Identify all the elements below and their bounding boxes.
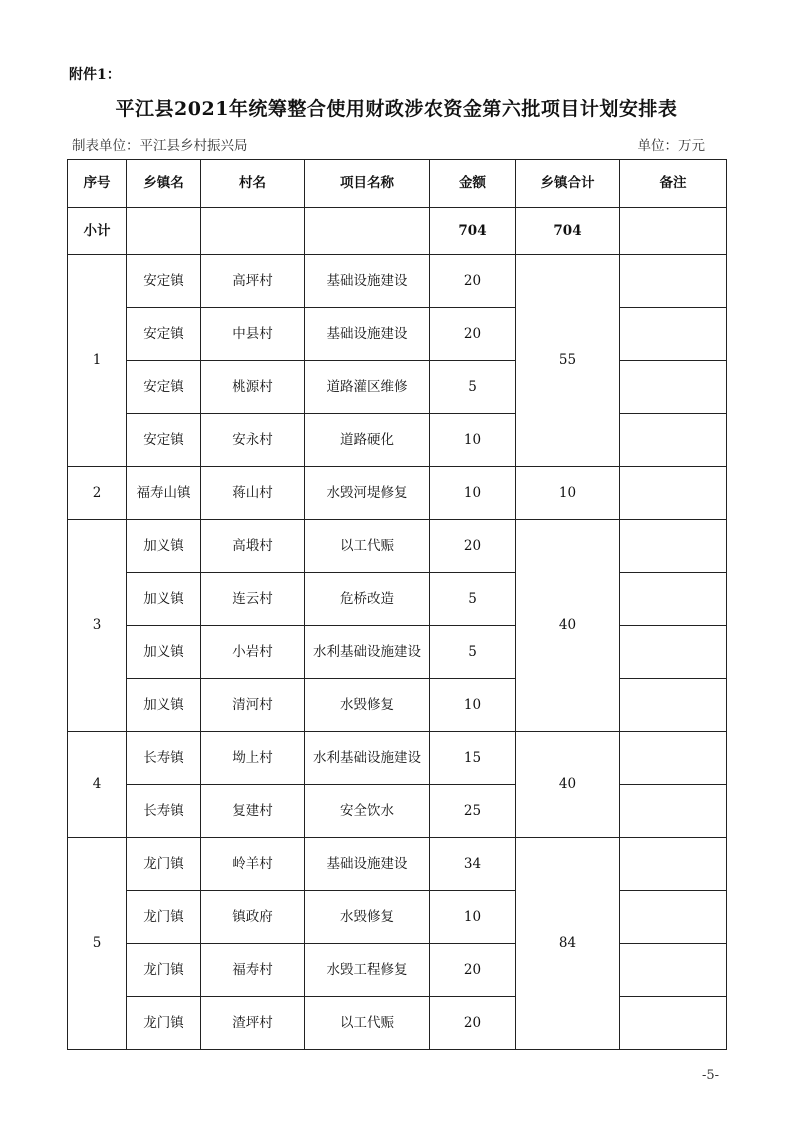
village-name: 连云村 — [201, 573, 305, 626]
row-number: 5 — [68, 838, 127, 1050]
project-name: 道路硬化 — [305, 414, 430, 467]
town-name: 龙门镇 — [127, 944, 201, 997]
page-title: 平江县2021年统筹整合使用财政涉农资金第六批项目计划安排表 — [115, 98, 678, 120]
table-row — [68, 997, 727, 1050]
project-name: 以工代赈 — [305, 997, 430, 1050]
table-row — [68, 414, 727, 467]
amount: 20 — [430, 997, 516, 1050]
empty-cell — [127, 208, 201, 255]
project-name: 安全饮水 — [305, 785, 430, 838]
town-total: 10 — [516, 467, 620, 520]
project-name: 水毁修复 — [305, 679, 430, 732]
project-name: 水毁工程修复 — [305, 944, 430, 997]
note — [620, 361, 727, 414]
project-name: 水毁修复 — [305, 891, 430, 944]
subtotal-town-total: 704 — [516, 208, 620, 255]
row-number: 3 — [68, 520, 127, 732]
amount: 10 — [430, 467, 516, 520]
note — [620, 573, 727, 626]
village-name: 清河村 — [201, 679, 305, 732]
amount: 10 — [430, 414, 516, 467]
subtotal-amount: 704 — [430, 208, 516, 255]
table-row — [68, 785, 727, 838]
subtotal-row — [68, 208, 727, 255]
amount: 5 — [430, 573, 516, 626]
town-name: 安定镇 — [127, 255, 201, 308]
table-row — [68, 838, 727, 891]
village-name: 高塅村 — [201, 520, 305, 573]
town-name: 福寿山镇 — [127, 467, 201, 520]
header-row — [68, 160, 727, 208]
amount: 34 — [430, 838, 516, 891]
note — [620, 255, 727, 308]
town-name: 龙门镇 — [127, 891, 201, 944]
note — [620, 414, 727, 467]
village-name: 渣坪村 — [201, 997, 305, 1050]
project-name: 水利基础设施建设 — [305, 626, 430, 679]
table-row — [68, 520, 727, 573]
prepared-by: 制表单位：平江县乡村振兴局 — [72, 138, 248, 154]
village-name: 桃源村 — [201, 361, 305, 414]
header-cell: 项目名称 — [305, 160, 430, 208]
town-name: 安定镇 — [127, 361, 201, 414]
village-name: 高坪村 — [201, 255, 305, 308]
page-number: -5- — [701, 1068, 719, 1083]
town-name: 安定镇 — [127, 414, 201, 467]
town-name: 加义镇 — [127, 573, 201, 626]
town-name: 龙门镇 — [127, 838, 201, 891]
note — [620, 944, 727, 997]
note — [620, 785, 727, 838]
project-name: 基础设施建设 — [305, 838, 430, 891]
amount: 15 — [430, 732, 516, 785]
note — [620, 891, 727, 944]
amount: 20 — [430, 308, 516, 361]
empty-cell — [201, 208, 305, 255]
project-name: 危桥改造 — [305, 573, 430, 626]
header-cell: 村名 — [201, 160, 305, 208]
note — [620, 520, 727, 573]
town-name: 龙门镇 — [127, 997, 201, 1050]
header-cell: 序号 — [68, 160, 127, 208]
table-row — [68, 891, 727, 944]
amount: 25 — [430, 785, 516, 838]
note — [620, 467, 727, 520]
town-name: 加义镇 — [127, 520, 201, 573]
table-row — [68, 308, 727, 361]
table-row — [68, 679, 727, 732]
row-number: 1 — [68, 255, 127, 467]
town-total: 40 — [516, 520, 620, 732]
village-name: 小岩村 — [201, 626, 305, 679]
town-total: 40 — [516, 732, 620, 838]
town-name: 加义镇 — [127, 626, 201, 679]
note — [620, 838, 727, 891]
town-name: 长寿镇 — [127, 732, 201, 785]
amount: 10 — [430, 891, 516, 944]
subtotal-label: 小计 — [68, 208, 127, 255]
plan-table — [67, 159, 727, 1050]
row-number: 4 — [68, 732, 127, 838]
note — [620, 626, 727, 679]
project-name: 水利基础设施建设 — [305, 732, 430, 785]
amount: 5 — [430, 626, 516, 679]
village-name: 中县村 — [201, 308, 305, 361]
table-row — [68, 944, 727, 997]
town-total: 84 — [516, 838, 620, 1050]
table-row — [68, 467, 727, 520]
project-name: 水毁河堤修复 — [305, 467, 430, 520]
town-name: 长寿镇 — [127, 785, 201, 838]
header-cell: 乡镇名 — [127, 160, 201, 208]
note — [620, 997, 727, 1050]
project-name: 道路灌区维修 — [305, 361, 430, 414]
attachment-label: 附件1： — [69, 67, 121, 83]
project-name: 基础设施建设 — [305, 308, 430, 361]
row-number: 2 — [68, 467, 127, 520]
amount: 20 — [430, 944, 516, 997]
amount: 20 — [430, 520, 516, 573]
village-name: 复建村 — [201, 785, 305, 838]
town-name: 安定镇 — [127, 308, 201, 361]
header-cell: 备注 — [620, 160, 727, 208]
table-row — [68, 255, 727, 308]
empty-cell — [305, 208, 430, 255]
village-name: 坳上村 — [201, 732, 305, 785]
header-cell: 乡镇合计 — [516, 160, 620, 208]
amount: 10 — [430, 679, 516, 732]
amount: 20 — [430, 255, 516, 308]
village-name: 镇政府 — [201, 891, 305, 944]
village-name: 安永村 — [201, 414, 305, 467]
note — [620, 679, 727, 732]
note — [620, 308, 727, 361]
project-name: 基础设施建设 — [305, 255, 430, 308]
table-row — [68, 626, 727, 679]
subtotal-note — [620, 208, 727, 255]
village-name: 福寿村 — [201, 944, 305, 997]
village-name: 蒋山村 — [201, 467, 305, 520]
table-row — [68, 732, 727, 785]
amount: 5 — [430, 361, 516, 414]
table-row — [68, 361, 727, 414]
unit-label: 单位：万元 — [637, 138, 705, 154]
table-row — [68, 573, 727, 626]
town-name: 加义镇 — [127, 679, 201, 732]
project-name: 以工代赈 — [305, 520, 430, 573]
header-cell: 金额 — [430, 160, 516, 208]
note — [620, 732, 727, 785]
town-total: 55 — [516, 255, 620, 467]
village-name: 岭羊村 — [201, 838, 305, 891]
